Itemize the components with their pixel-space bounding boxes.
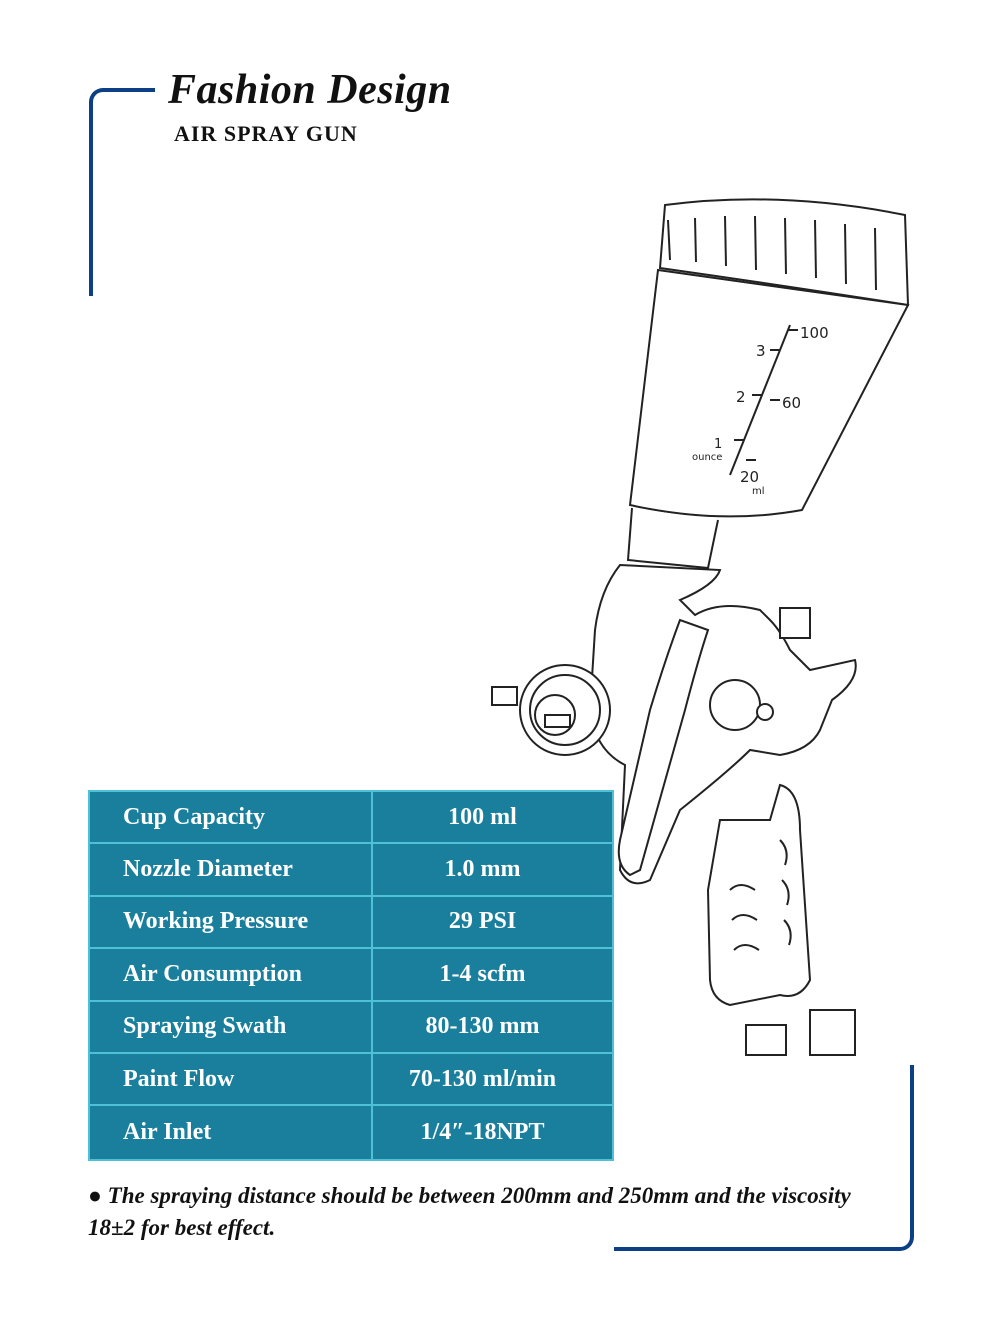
spec-row (90, 844, 612, 896)
spec-label: Working Pressure (90, 897, 373, 947)
spec-row (90, 1002, 612, 1054)
spec-table (88, 790, 614, 1161)
spec-value: 100 ml (448, 803, 517, 830)
fluid-knob (710, 680, 760, 730)
usage-note: ● The spraying distance should be between 200mm and 250mm and the viscosity 18±2 for best effect. (88, 1183, 851, 1240)
spec-value: 1.0 mm (444, 856, 521, 883)
spec-label: Cup Capacity (90, 792, 373, 842)
ml-unit: ml (752, 486, 765, 497)
cup-neck (628, 508, 718, 568)
spec-row (90, 1054, 612, 1106)
spec-label: Paint Flow (90, 1054, 373, 1104)
spec-row (90, 949, 612, 1001)
ounce-mark: 2 (736, 388, 746, 406)
spec-row (90, 792, 612, 844)
spec-value: 1/4″-18NPT (420, 1119, 545, 1146)
ounce-mark: 3 (756, 342, 766, 360)
spec-label: Nozzle Diameter (90, 844, 373, 894)
spec-value: 70-130 ml/min (408, 1065, 557, 1092)
ounce-unit: ounce (692, 452, 723, 463)
cup-body (630, 270, 908, 516)
spec-value: 80-130 mm (425, 1013, 540, 1040)
air-cap (492, 665, 610, 755)
air-inlet-fitting (810, 1010, 855, 1055)
handle-grip (708, 785, 810, 1005)
ml-mark: 100 (800, 324, 829, 342)
ml-mark: 20 (740, 468, 760, 486)
spec-value: 1-4 scfm (439, 960, 526, 987)
page-title: Fashion Design (168, 67, 452, 113)
ounce-mark: 1 (714, 437, 723, 452)
spec-value: 29 PSI (448, 908, 517, 935)
spec-row (90, 1106, 612, 1158)
spec-row (90, 897, 612, 949)
air-inlet-fitting (746, 1025, 786, 1055)
page-subtitle: AIR SPRAY GUN (174, 121, 358, 146)
spec-label: Air Inlet (90, 1106, 373, 1158)
ml-mark: 60 (782, 394, 802, 412)
fluid-knob-center (757, 704, 773, 720)
spec-label: Air Consumption (90, 949, 373, 999)
spec-label: Spraying Swath (90, 1002, 373, 1052)
top-left-bracket (89, 88, 155, 296)
air-knob (780, 608, 810, 638)
